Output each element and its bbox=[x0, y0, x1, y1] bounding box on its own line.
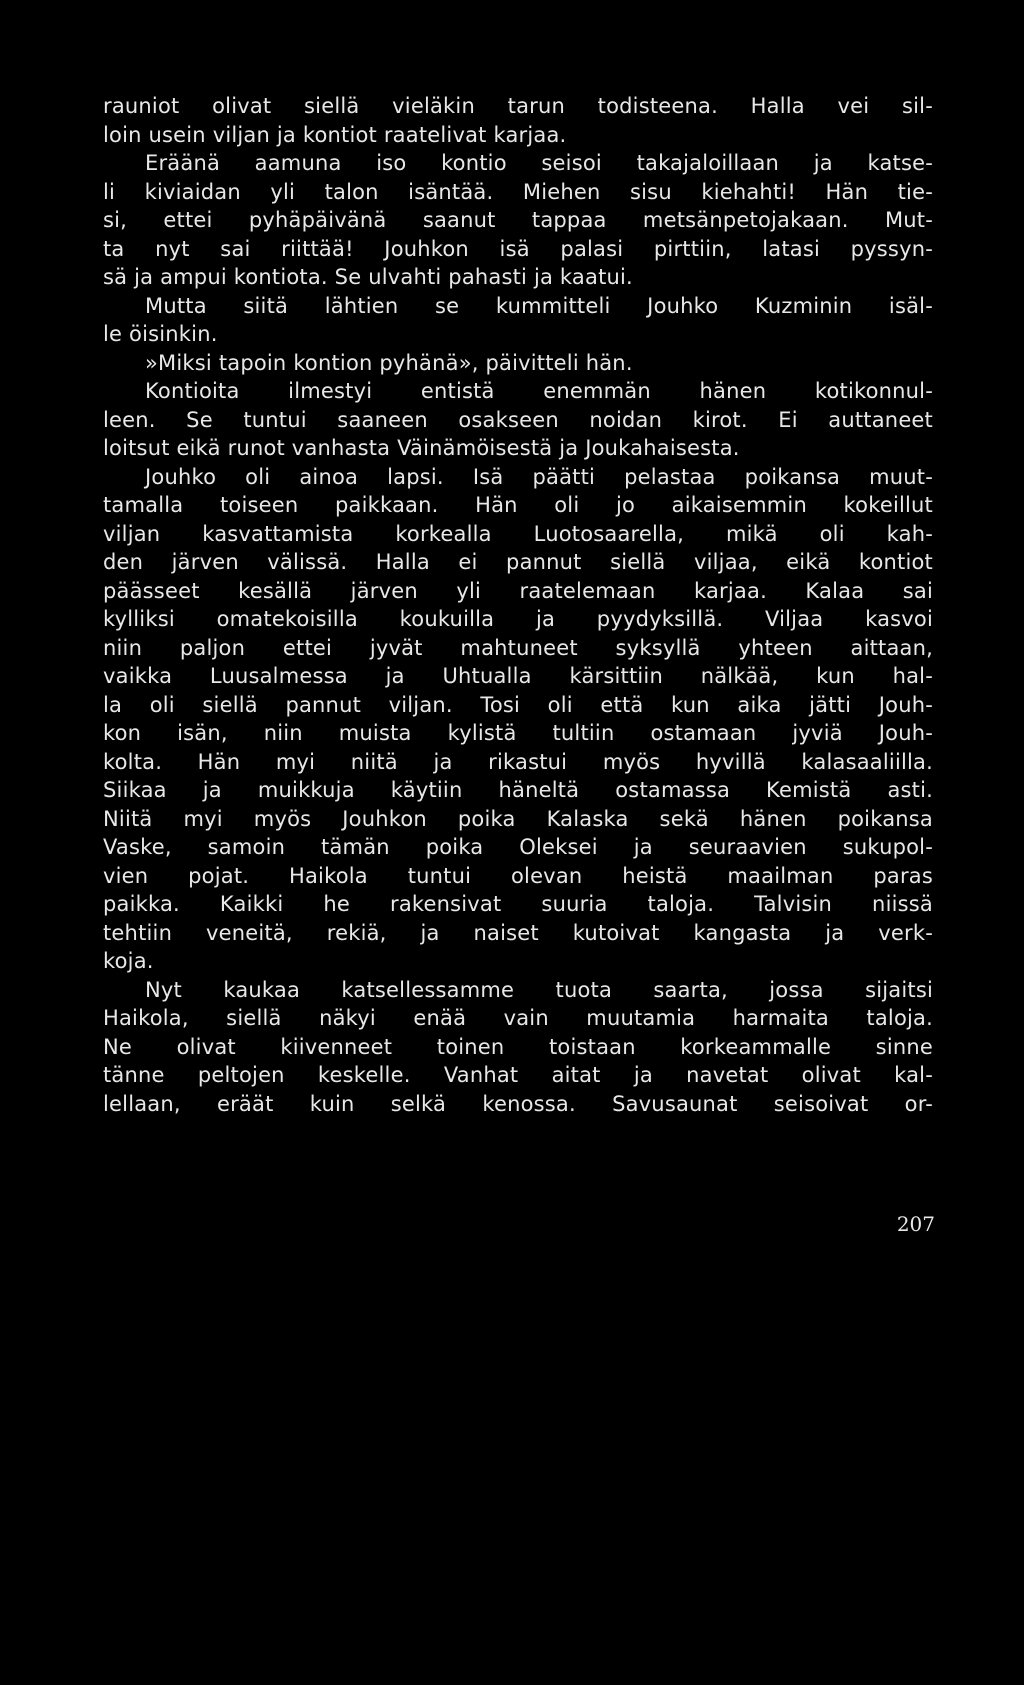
text-line: tamalla toiseen paikkaan. Hän oli jo aikaisemmin kokeillut bbox=[103, 493, 933, 517]
text-line: leen. Se tuntui saaneen osakseen noidan kirot. Ei auttaneet bbox=[103, 407, 933, 432]
text-line: Ne olivat kiivenneet toinen toistaan korkeammalle sinne bbox=[103, 1034, 933, 1059]
text-line: Nyt kaukaa katsellessamme tuota saarta, jossa sijaitsi bbox=[145, 977, 933, 1002]
text-line: tänne peltojen keskelle. Vanhat aitat ja navetat olivat kal- bbox=[103, 1063, 933, 1087]
text-line: päässeet kesällä järven yli raatelemaan karjaa. Kalaa sai bbox=[103, 578, 933, 603]
text-line: den järven välissä. Halla ei pannut siellä viljaa, eikä kontiot bbox=[103, 550, 933, 574]
text-line: li kiviaidan yli talon isäntää. Miehen sisu kiehahti! Hän tie- bbox=[103, 179, 933, 204]
text-line: Haikola, siellä näkyi enää vain muutamia harmaita taloja. bbox=[103, 1006, 933, 1030]
text-line: Vaske, samoin tämän poika Oleksei ja seuraavien sukupol- bbox=[103, 835, 933, 859]
text-line: rauniot olivat siellä vieläkin tarun todisteena. Halla vei sil- bbox=[103, 94, 933, 118]
text-line: vaikka Luusalmessa ja Uhtualla kärsittiin nälkää, kun hal- bbox=[103, 664, 933, 688]
text-line: viljan kasvattamista korkealla Luotosaarella, mikä oli kah- bbox=[103, 521, 933, 546]
text-line: si, ettei pyhäpäivänä saanut tappaa metsänpetojakaan. Mut- bbox=[103, 208, 933, 232]
text-line: Siikaa ja muikkuja käytiin häneltä ostamassa Kemistä asti. bbox=[103, 778, 933, 802]
text-line: Kontioita ilmestyi entistä enemmän hänen kotikonnul- bbox=[145, 379, 933, 403]
text-line: kolta. Hän myi niitä ja rikastui myös hyvillä kalasaaliilla. bbox=[103, 749, 933, 774]
page-number: 207 bbox=[896, 1212, 935, 1236]
text-line: la oli siellä pannut viljan. Tosi oli että kun aika jätti Jouh- bbox=[103, 692, 933, 717]
text-line: Niitä myi myös Jouhkon poika Kalaska sekä hänen poikansa bbox=[103, 806, 933, 831]
text-line: loin usein viljan ja kontiot raatelivat karjaa. bbox=[103, 122, 567, 147]
text-line: Jouhko oli ainoa lapsi. Isä päätti pelastaa poikansa muut- bbox=[145, 464, 933, 489]
text-line: vien pojat. Haikola tuntui olevan heistä maailman paras bbox=[103, 863, 933, 888]
text-line: Eräänä aamuna iso kontio seisoi takajaloillaan ja katse- bbox=[145, 151, 933, 175]
text-line: niin paljon ettei jyvät mahtuneet syksyllä yhteen aittaan, bbox=[103, 635, 933, 660]
text-line: kylliksi omatekoisilla koukuilla ja pyydyksillä. Viljaa kasvoi bbox=[103, 607, 933, 631]
text-line: sä ja ampui kontiota. Se ulvahti pahasti ja kaatui. bbox=[103, 265, 633, 289]
text-line: lellaan, eräät kuin selkä kenossa. Savusaunat seisoivat or- bbox=[103, 1091, 933, 1116]
text-line: loitsut eikä runot vanhasta Väinämöisestä ja Joukahaisesta. bbox=[103, 436, 740, 460]
text-line: »Miksi tapoin kontion pyhänä», päivitteli hän. bbox=[145, 350, 633, 375]
text-line: kon isän, niin muista kylistä tultiin ostamaan jyviä Jouh- bbox=[103, 721, 933, 745]
text-line: Mutta siitä lähtien se kummitteli Jouhko Kuzminin isäl- bbox=[145, 293, 933, 318]
text-line: koja. bbox=[103, 949, 154, 973]
text-line: paikka. Kaikki he rakensivat suuria taloja. Talvisin niissä bbox=[103, 892, 933, 916]
text-line: tehtiin veneitä, rekiä, ja naiset kutoivat kangasta ja verk- bbox=[103, 920, 933, 945]
text-line: ta nyt sai riittää! Jouhkon isä palasi pirttiin, latasi pyssyn- bbox=[103, 236, 933, 261]
body-text bbox=[103, 92, 933, 1118]
text-line: le öisinkin. bbox=[103, 322, 218, 346]
